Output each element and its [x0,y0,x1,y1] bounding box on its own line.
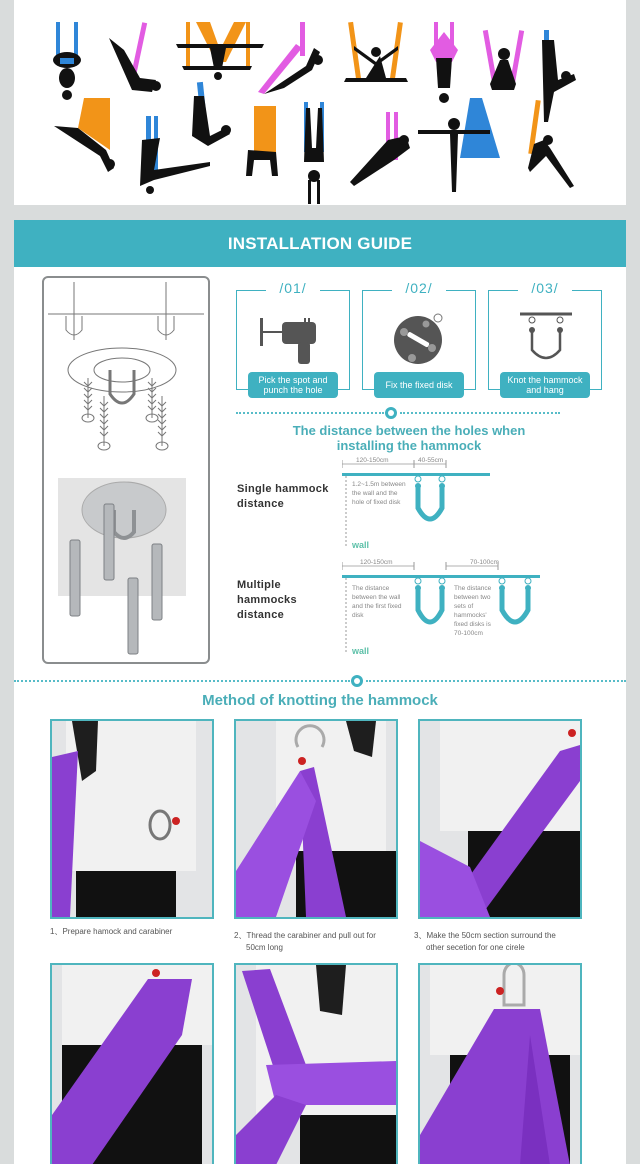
finished-knot-image [420,965,580,1164]
multiple-note-wall: The distance between the wall and the first fixed disk [352,585,402,619]
pose-5 [344,22,408,82]
pose-9 [54,98,115,172]
divider-pin-icon [385,407,397,419]
section-divider [400,412,560,414]
pose-4 [258,22,323,94]
step-number: /03/ [518,280,572,296]
multiple-note-between: The distance between two sets of hammocks' fixed disks is 70-100cm [454,585,492,637]
threading-carabiner-image [236,721,396,917]
pose-13 [304,102,324,204]
installation-guide-panel [14,220,626,1164]
knot-step-1-caption: 1、Prepare hamock and carabiner [50,927,173,936]
hanging-hammock-icon [516,308,576,366]
knot-step-3-caption: 3、Make the 50cm section surround the other secetion for one cirele [414,931,556,952]
single-note: 1.2~1.5m between the wall and the hole of fixed disk [352,481,406,506]
knot-step-3-photo [418,719,582,919]
distance-title: The distance between the holes when installing the hammock [292,423,526,453]
single-dim-width: 40-55cm [418,457,444,464]
hardware-illustration-box [42,276,210,664]
wrapping-section-image [420,721,580,917]
install-step-2 [362,280,476,396]
drill-icon [258,312,328,366]
ceiling-mount-diagram [44,278,208,662]
multiple-dim-wall: 120-150cm [360,559,393,566]
section-divider [14,680,350,682]
knot-step-1-photo [50,719,214,919]
divider-pin-icon [351,675,363,687]
step-caption: Fix the fixed disk [374,372,464,398]
pose-16 [528,100,574,188]
step-caption: Knot the hammock and hang [500,372,590,398]
person-holding-carabiner-image [52,721,212,917]
step-number: /02/ [392,280,446,296]
knot-step-4-photo [50,963,214,1164]
single-hammock-label: Single hammock distance [237,483,329,510]
pose-15 [418,98,500,192]
section-divider [236,412,384,414]
install-step-1 [236,280,350,396]
aerial-yoga-poses-illustration [14,0,626,205]
pose-7 [483,30,524,90]
knot-step-2-photo [234,719,398,919]
knot-step-2-caption: 2、Thread the carabiner and pull out for 50cm long [234,931,376,952]
pose-12 [246,106,278,176]
step-number: /01/ [266,280,320,296]
knot-step-6-photo [418,963,582,1164]
knot-step-5-photo [234,963,398,1164]
pose-2 [109,22,161,92]
poses-graphic [14,0,626,205]
ceiling-disk-icon [390,310,450,366]
step-caption: Pick the spot and punch the hole [248,372,338,398]
section-divider [366,680,626,682]
knot-method-title: Method of knotting the hammock [202,692,438,709]
single-dim-wall: 120-150cm [356,457,389,464]
twisted-hammock-image [52,965,212,1164]
pose-11 [192,82,231,146]
multiple-dim-between: 70-100cm [470,559,499,566]
pose-6 [430,22,458,103]
multiple-wall-label: wall [352,646,370,656]
pose-14 [350,112,410,186]
pose-3 [176,22,264,80]
tying-knot-image [236,965,396,1164]
multiple-hammocks-label: Multiple hammocks distance [237,579,297,621]
installation-guide-header: INSTALLATION GUIDE [14,220,626,267]
single-wall-label: wall [352,540,370,550]
pose-1 [53,22,81,100]
pose-8 [542,30,576,122]
install-step-3 [488,280,602,396]
